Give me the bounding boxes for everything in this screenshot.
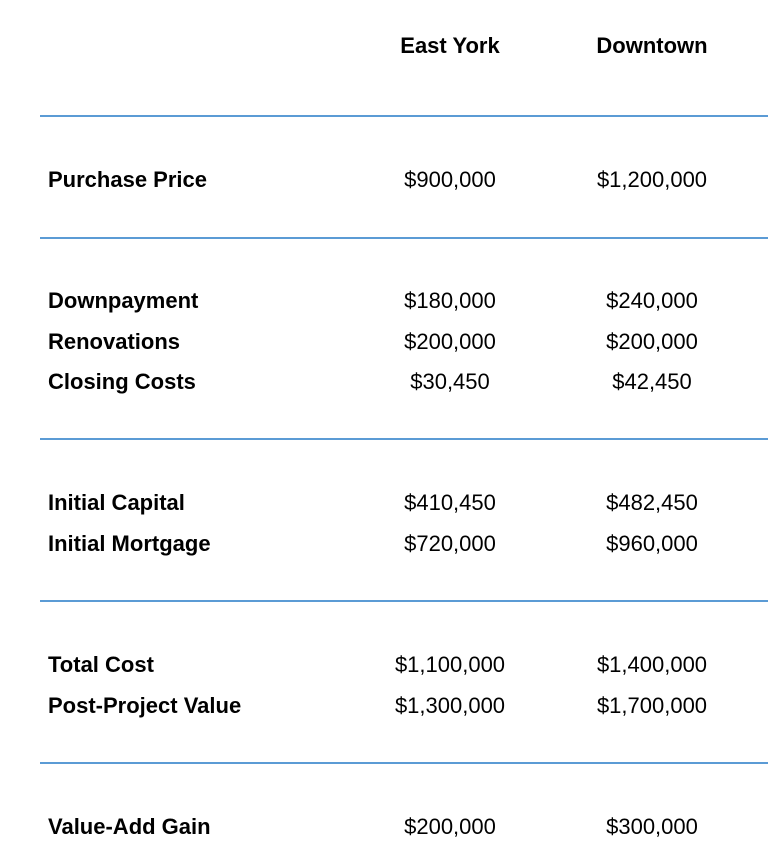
table-row-post-project-value <box>0 692 768 720</box>
downtown-value: $200,000 <box>606 329 698 354</box>
table-row-initial-capital <box>0 489 768 517</box>
section-divider <box>40 438 768 440</box>
table-row-renovations <box>0 328 768 356</box>
row-label: Closing Costs <box>48 369 196 394</box>
table-header <box>0 30 768 62</box>
east-york-value: $900,000 <box>404 167 496 192</box>
section-divider <box>40 762 768 764</box>
section-divider <box>40 115 768 117</box>
table-row-downpayment <box>0 287 768 315</box>
downtown-value: $300,000 <box>606 814 698 839</box>
east-york-value: $30,450 <box>410 369 490 394</box>
east-york-value: $180,000 <box>404 288 496 313</box>
row-label: Post-Project Value <box>48 693 242 718</box>
row-label: Initial Mortgage <box>48 531 211 556</box>
downtown-value: $960,000 <box>606 531 698 556</box>
east-york-value: $1,100,000 <box>394 652 506 677</box>
table-row-value-add-gain <box>0 813 768 841</box>
row-label: Downpayment <box>48 288 199 313</box>
column-header-downtown: Downtown <box>596 33 708 58</box>
table-row-total-cost <box>0 651 768 679</box>
east-york-value: $720,000 <box>404 531 496 556</box>
row-label: Purchase Price <box>48 167 207 192</box>
east-york-value: $200,000 <box>404 329 496 354</box>
table-row-purchase-price <box>0 166 768 194</box>
row-label: Value-Add Gain <box>48 814 211 839</box>
downtown-value: $482,450 <box>606 490 698 515</box>
section-divider <box>40 237 768 239</box>
row-label: Renovations <box>48 329 181 354</box>
downtown-value: $42,450 <box>612 369 692 394</box>
row-label: Total Cost <box>48 652 154 677</box>
table-row-closing-costs <box>0 368 768 396</box>
downtown-value: $1,700,000 <box>596 693 708 718</box>
downtown-value: $1,200,000 <box>596 167 708 192</box>
east-york-value: $410,450 <box>404 490 496 515</box>
column-header-east-york: East York <box>400 33 500 58</box>
table-row-initial-mortgage <box>0 530 768 558</box>
downtown-value: $240,000 <box>606 288 698 313</box>
row-label: Initial Capital <box>48 490 185 515</box>
east-york-value: $200,000 <box>404 814 496 839</box>
section-divider <box>40 600 768 602</box>
downtown-value: $1,400,000 <box>596 652 708 677</box>
east-york-value: $1,300,000 <box>394 693 506 718</box>
